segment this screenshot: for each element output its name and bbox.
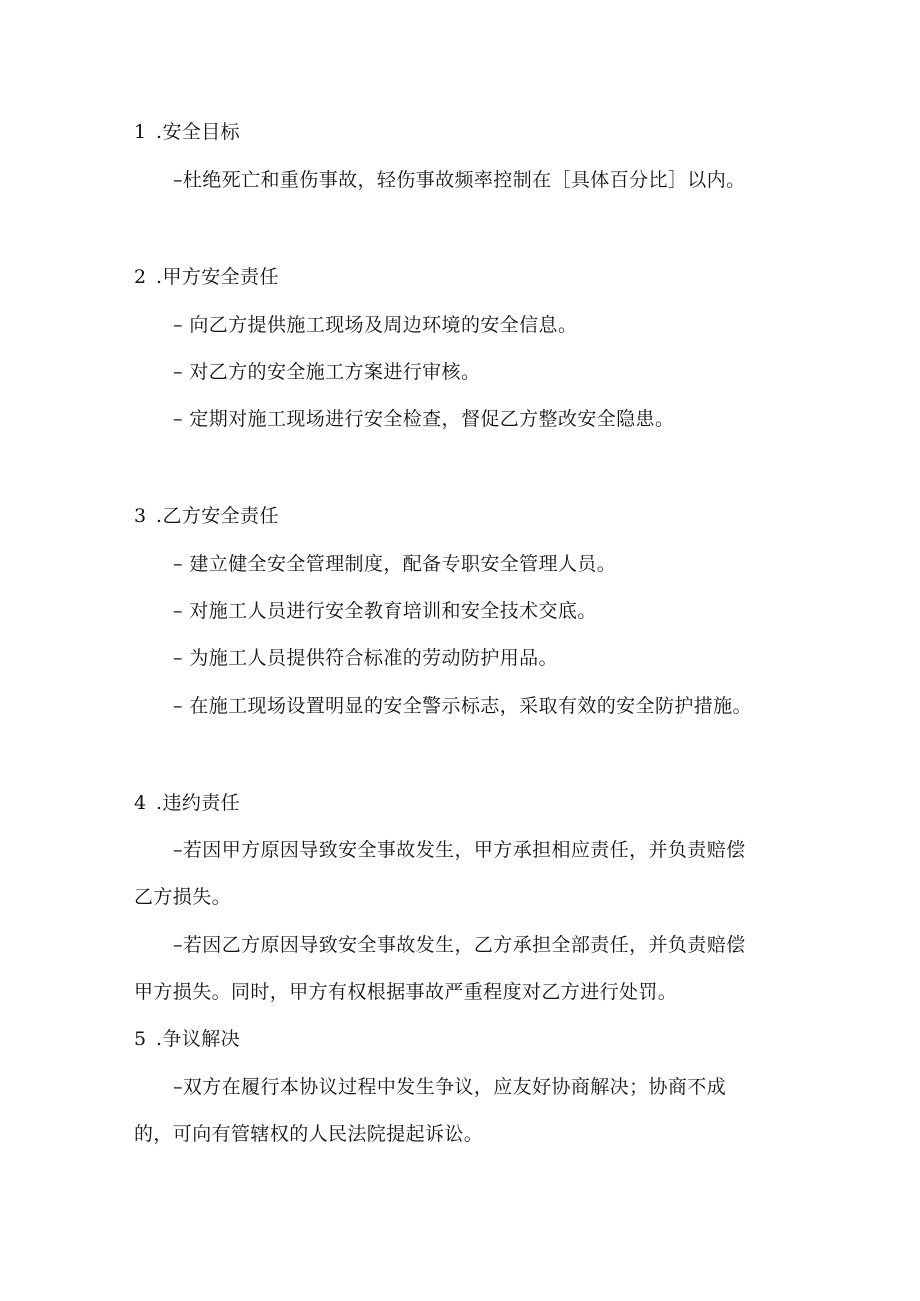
section-2-item-2: – 对乙方的安全施工方案进行审核。 xyxy=(173,361,481,383)
section-3-item-3: – 为施工人员提供符合标准的劳动防护用品。 xyxy=(173,647,558,669)
section-3-item-4: – 在施工现场设置明显的安全警示标志，采取有效的安全防护措施。 xyxy=(173,695,752,717)
section-4-paragraph-2-line-1: –若因乙方原因导致安全事故发生，乙方承担全部责任，并负责赔偿 xyxy=(173,934,746,956)
section-2-heading xyxy=(134,264,279,290)
section-number: 2 xyxy=(134,266,147,288)
section-2-item-1: – 向乙方提供施工现场及周边环境的安全信息。 xyxy=(173,314,578,336)
section-1-item-1: –杜绝死亡和重伤事故，轻伤事故频率控制在［具体百分比］以内。 xyxy=(173,169,746,191)
section-1-heading xyxy=(134,119,240,145)
section-number: 4 xyxy=(134,792,147,814)
section-4-paragraph-2-line-2: 甲方损失。同时，甲方有权根据事故严重程度对乙方进行处罚。 xyxy=(134,981,678,1003)
section-2-item-3: – 定期对施工现场进行安全检查，督促乙方整改安全隐患。 xyxy=(173,408,675,430)
section-4-paragraph-1-line-1: –若因甲方原因导致安全事故发生，甲方承担相应责任，并负责赔偿 xyxy=(173,839,746,861)
section-5-paragraph-1-line-1: –双方在履行本协议过程中发生争议，应友好协商解决；协商不成 xyxy=(173,1076,727,1098)
section-title: .争议解决 xyxy=(156,1028,241,1050)
section-title: .甲方安全责任 xyxy=(156,266,279,288)
section-number: 1 xyxy=(134,121,147,143)
section-4-paragraph-1-line-2: 乙方损失。 xyxy=(134,886,232,908)
section-number: 3 xyxy=(134,505,147,527)
section-title: .违约责任 xyxy=(156,792,241,814)
section-5-heading xyxy=(134,1026,240,1052)
section-3-heading xyxy=(134,503,279,529)
section-title: .安全目标 xyxy=(156,121,241,143)
section-4-heading xyxy=(134,790,240,816)
section-number: 5 xyxy=(134,1028,147,1050)
section-5-paragraph-1-line-2: 的，可向有管辖权的人民法院提起诉讼。 xyxy=(134,1123,484,1145)
section-3-item-1: – 建立健全安全管理制度，配备专职安全管理人员。 xyxy=(173,553,617,575)
section-title: .乙方安全责任 xyxy=(156,505,279,527)
section-3-item-2: – 对施工人员进行安全教育培训和安全技术交底。 xyxy=(173,600,597,622)
